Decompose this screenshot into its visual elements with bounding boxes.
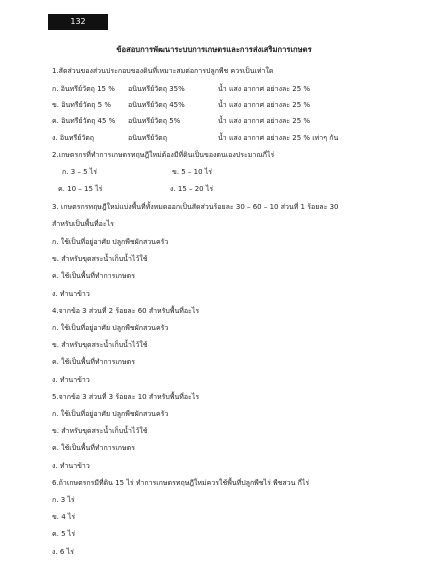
option-cell: อนินทรีย์วัตถุ 5% bbox=[128, 117, 181, 125]
option-cell: อนินทรีย์วัตถุ 45% bbox=[128, 101, 185, 109]
text-line: 2.เกษตรกรที่ทำการเกษตรทฤษฎีใหม่ต้องมีที่ดินเป็นของตนเองประมาณกี่ไร่ bbox=[52, 151, 275, 159]
text-line: ข. 4 ไร่ bbox=[52, 513, 76, 521]
option-cell: ข. 5 – 10 ไร่ bbox=[172, 168, 213, 176]
text-line: 3. เกษตรกรทฤษฎีใหม่แบ่งพื้นที่ทั้งหมดออกเป็นสัดส่วนร้อยละ 30 – 60 – 10 ส่วนที่ 1 ร้อยละ 30 bbox=[52, 203, 339, 211]
text-line: ค. 5 ไร่ bbox=[52, 530, 76, 538]
text-line: สำหรับเป็นพื้นที่อะไร bbox=[52, 220, 114, 228]
text-line: ข. สำหรับขุดสระน้ำเก็บน้ำไว้ใช้ bbox=[52, 341, 148, 349]
option-cell: ค. 10 – 15 ไร่ bbox=[58, 185, 103, 193]
text-line: ก. ใช้เป็นที่อยู่อาศัย ปลูกพืชผักสวนครัว bbox=[52, 410, 169, 418]
option-cell: น้ำ แสง อากาศ อย่างละ 25 % bbox=[218, 85, 311, 93]
option-cell: ค. อินทรีย์วัตถุ 45 % bbox=[52, 117, 116, 125]
text-line: ก. ใช้เป็นที่อยู่อาศัย ปลูกพืชผักสวนครัว bbox=[52, 324, 169, 332]
page-number: 132 bbox=[48, 14, 108, 30]
text-line: ง. ทำนาข้าว bbox=[52, 376, 90, 384]
text-line: ค. ใช้เป็นพื้นที่ทำการเกษตร bbox=[52, 444, 135, 452]
text-line: ข. สำหรับขุดสระน้ำเก็บน้ำไว้ใช้ bbox=[52, 427, 148, 435]
text-line: ง. ทำนาข้าว bbox=[52, 462, 90, 470]
text-line: 5.จากข้อ 3 ส่วนที่ 3 ร้อยละ 10 สำหรับพื้นที่อะไร bbox=[52, 393, 200, 401]
text-line: ข. สำหรับขุดสระน้ำเก็บน้ำไว้ใช้ bbox=[52, 255, 148, 263]
text-line: ง. 6 ไร่ bbox=[52, 548, 74, 556]
option-cell: อนินทรีย์วัตถุ 35% bbox=[128, 85, 185, 93]
text-line: 4.จากข้อ 3 ส่วนที่ 2 ร้อยละ 60 สำหรับพื้นที่อะไร bbox=[52, 307, 200, 315]
option-cell: ก. อินทรีย์วัตถุ 15 % bbox=[52, 85, 115, 93]
text-line: ง. ทำนาข้าว bbox=[52, 290, 90, 298]
text-line: ค. ใช้เป็นพื้นที่ทำการเกษตร bbox=[52, 358, 135, 366]
option-cell: อนินทรีย์วัตถุ bbox=[128, 134, 167, 142]
text-line: ก. 3 ไร่ bbox=[52, 496, 75, 504]
option-cell: น้ำ แสง อากาศ อย่างละ 25 % bbox=[218, 117, 311, 125]
text-line: 1.สัดส่วนของส่วนประกอบของดินที่เหมาะสมต่อการปลูกพืช ควรเป็นเท่าใด bbox=[52, 67, 274, 75]
option-cell: ก. 3 – 5 ไร่ bbox=[62, 168, 98, 176]
text-line: ค. ใช้เป็นพื้นที่ทำการเกษตร bbox=[52, 272, 135, 280]
text-line: ก. ใช้เป็นที่อยู่อาศัย ปลูกพืชผักสวนครัว bbox=[52, 238, 169, 246]
option-cell: น้ำ แสง อากาศ อย่างละ 25 % เท่าๆ กัน bbox=[218, 134, 339, 142]
option-cell: ข. อินทรีย์วัตถุ 5 % bbox=[52, 101, 111, 109]
option-cell: ง. 15 – 20 ไร่ bbox=[170, 185, 214, 193]
option-cell: น้ำ แสง อากาศ อย่างละ 25 % bbox=[218, 101, 311, 109]
document-title: ข้อสอบการพัฒนาระบบการเกษตรและการส่งเสริมการเกษตร bbox=[116, 45, 312, 54]
text-line: 6.ถ้าเกษตรกรมีที่ดิน 15 ไร่ ทำการเกษตรทฤษฎีใหม่ควรใช้พื้นที่ปลูกพืชไร่ พืชสวน กี่ไร่ bbox=[52, 479, 310, 487]
option-cell: ง. อินทรีย์วัตถุ bbox=[52, 134, 95, 142]
